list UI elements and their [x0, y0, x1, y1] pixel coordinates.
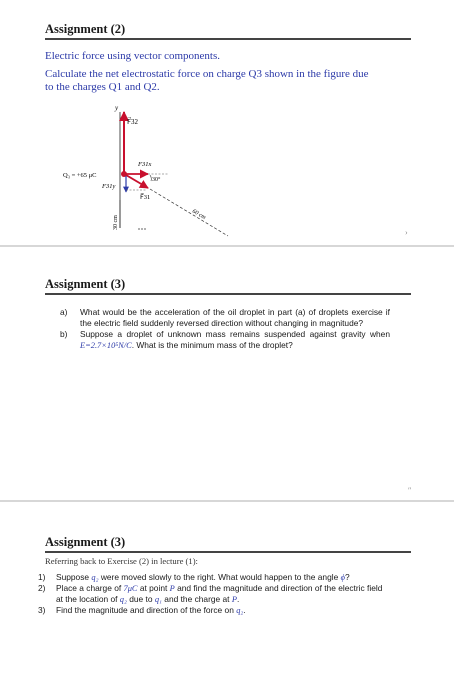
slide3-heading-rule: [45, 551, 411, 553]
slide2-heading-rule: [45, 293, 411, 295]
slide3-reference: Referring back to Exercise (2) in lecture (1):: [45, 556, 198, 566]
item-text: Find the magnitude and direction of the force on: [56, 605, 237, 615]
slide2-question-list: [60, 307, 390, 351]
y-axis-label: y: [115, 104, 119, 112]
q2-symbol: q₂: [236, 606, 244, 615]
item-text: . What is the minimum mass of the droplet?: [131, 340, 293, 350]
f31y-label: F31y: [102, 183, 116, 190]
item-text: due to: [126, 594, 155, 604]
phi-symbol: ϕ: [340, 573, 345, 582]
slide1-subtitle: Electric force using vector components.: [45, 50, 221, 62]
separator-2: [0, 500, 454, 502]
f31x-label: F31x: [138, 161, 152, 168]
distance-60cm-line: [150, 189, 228, 236]
slide1-question-line2: to the charges Q1 and Q2.: [45, 81, 160, 93]
separator-1: [0, 245, 454, 247]
item-number: a): [60, 307, 68, 317]
q3-label: Q₃ = +65 μC: [63, 172, 97, 179]
q2-symbol: q₂: [91, 573, 99, 582]
slide3-item-2: [38, 583, 388, 605]
slide-assignment-3b: [0, 503, 454, 700]
charge-value: 7μC: [123, 584, 138, 593]
slide2-item-b: [60, 329, 390, 351]
slide-assignment-3a: [0, 248, 454, 500]
slide3-question-list: [38, 572, 388, 616]
q1-symbol: q₁: [154, 595, 162, 604]
slide2-item-a: [60, 307, 390, 329]
slide-assignment-2: [0, 0, 454, 244]
slide1-question-line1: Calculate the net electrostatic force on charge Q3 shown in the figure due: [45, 68, 369, 80]
item-text: and the charge at: [161, 594, 232, 604]
dist-60-label: 60 cm: [191, 208, 207, 221]
point-p: P: [231, 595, 237, 604]
slide3-heading: Assignment (3): [45, 535, 126, 549]
slide3-item-1: [38, 572, 388, 583]
item-text: at point: [137, 583, 170, 593]
field-value: E=2.7×10⁵N/C: [80, 341, 132, 350]
angle-label: 30°: [152, 177, 161, 183]
item-text: were moved slowly to the right. What would happen to the angle: [98, 572, 341, 582]
item-text: Suppose: [56, 572, 92, 582]
slide1-heading: Assignment (2): [45, 22, 126, 36]
item-text: .: [236, 594, 240, 604]
item-text: and find the magnitude and direction of the electric field at the location of: [56, 583, 383, 604]
f31-label: F⃗31: [140, 194, 151, 201]
item-text: Suppose a droplet of unknown mass remains suspended against gravity when: [80, 329, 390, 339]
dist-30-label: 30 cm: [113, 215, 119, 230]
slide1-arrow-mark: ›: [405, 228, 408, 237]
item-number: 1): [38, 572, 46, 582]
f32-label: F⃗32: [127, 118, 139, 126]
point-p: P: [169, 584, 175, 593]
f31-vector: [126, 175, 148, 188]
item-number: 3): [38, 605, 46, 615]
slide2-heading: Assignment (3): [45, 277, 126, 291]
q2-symbol: q₂: [119, 595, 127, 604]
item-number: 2): [38, 583, 46, 593]
force-diagram: [0, 0, 454, 244]
item-number: b): [60, 329, 68, 339]
slide2-mark: ″: [408, 486, 412, 495]
item-text: What would be the acceleration of the oil droplet in part (a) of droplets exercise if the electric field suddenly reversed direction without changing in magnitude?: [80, 307, 390, 328]
item-text: .: [243, 605, 246, 615]
item-text: ?: [344, 572, 350, 582]
item-text: Place a charge of: [56, 583, 124, 593]
slide3-item-3: [38, 605, 388, 616]
